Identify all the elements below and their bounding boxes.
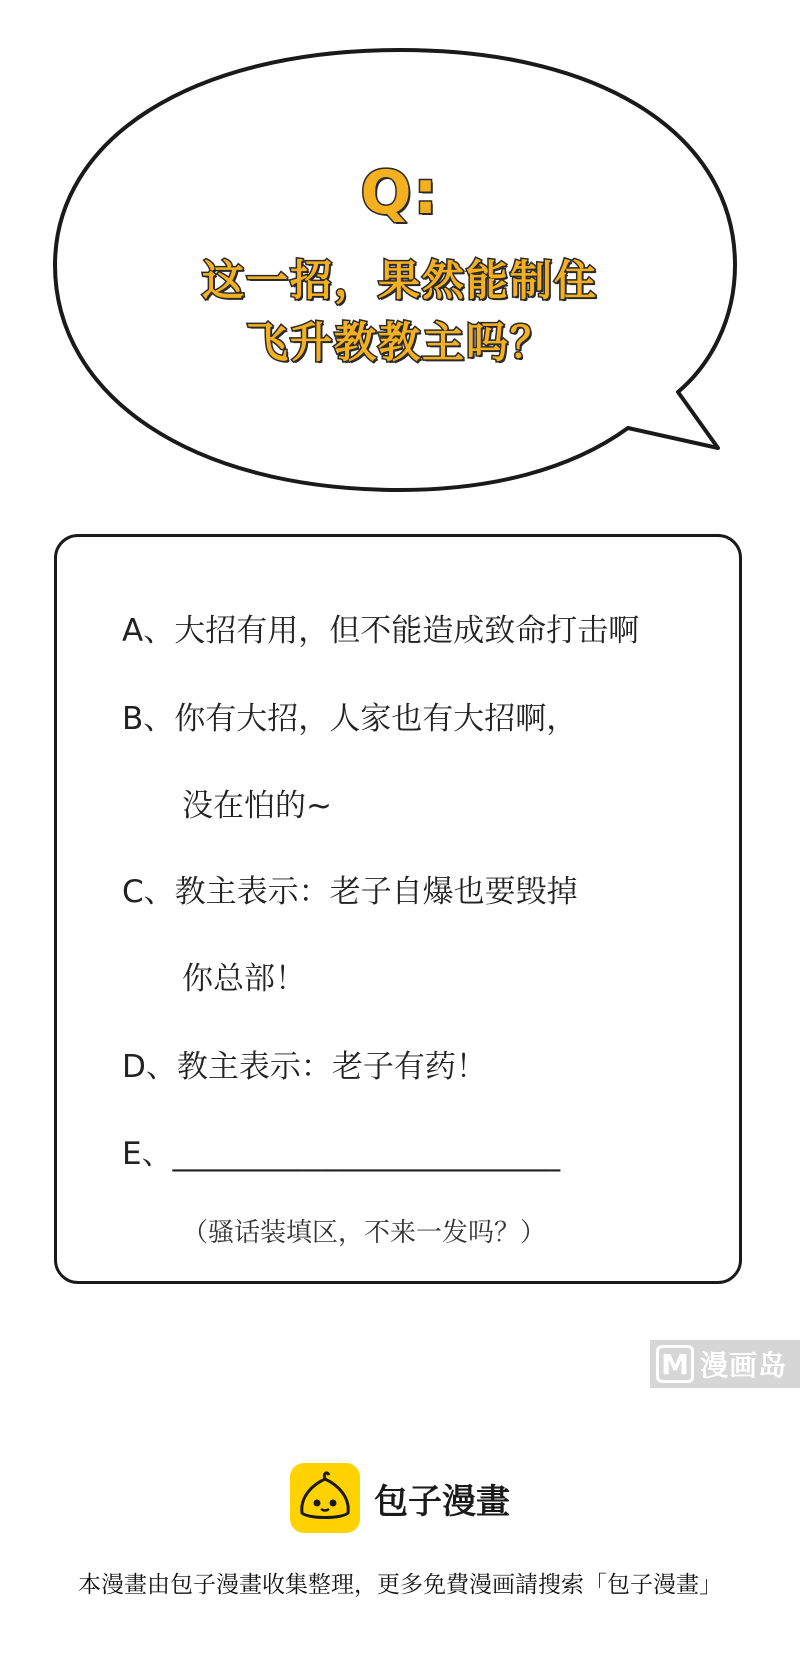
footer-text: 本漫畫由包子漫畫收集整理，更多免費漫画請搜索「包子漫畫」	[78, 1572, 722, 1598]
option-e-note: （骚话装填区，不来一发吗？）	[182, 1218, 547, 1248]
option-e: E、_________________________	[122, 1136, 561, 1172]
brand-row	[0, 1463, 800, 1533]
brand-name: 包子漫畫	[374, 1481, 510, 1522]
option-c-line-2: 你总部！	[182, 961, 306, 997]
watermark	[650, 1340, 800, 1388]
option-c-line-1: C、教主表示：老子自爆也要毁掉	[122, 874, 578, 910]
watermark-text: 漫画岛	[700, 1349, 788, 1382]
watermark-m-icon: M	[656, 1345, 694, 1383]
option-b-line-2: 没在怕的~	[182, 788, 332, 824]
question-line-1: 这一招，果然能制住	[201, 256, 598, 305]
question-line-2: 飞升教教主吗？	[245, 318, 554, 367]
question-label: Q:	[360, 158, 440, 228]
option-d: D、教主表示：老子有药！	[122, 1049, 487, 1085]
option-b-line-1: B、你有大招，人家也有大招啊，	[122, 701, 578, 737]
bun-face-icon	[290, 1463, 360, 1533]
option-a: A、大招有用，但不能造成致命打击啊	[122, 613, 640, 649]
